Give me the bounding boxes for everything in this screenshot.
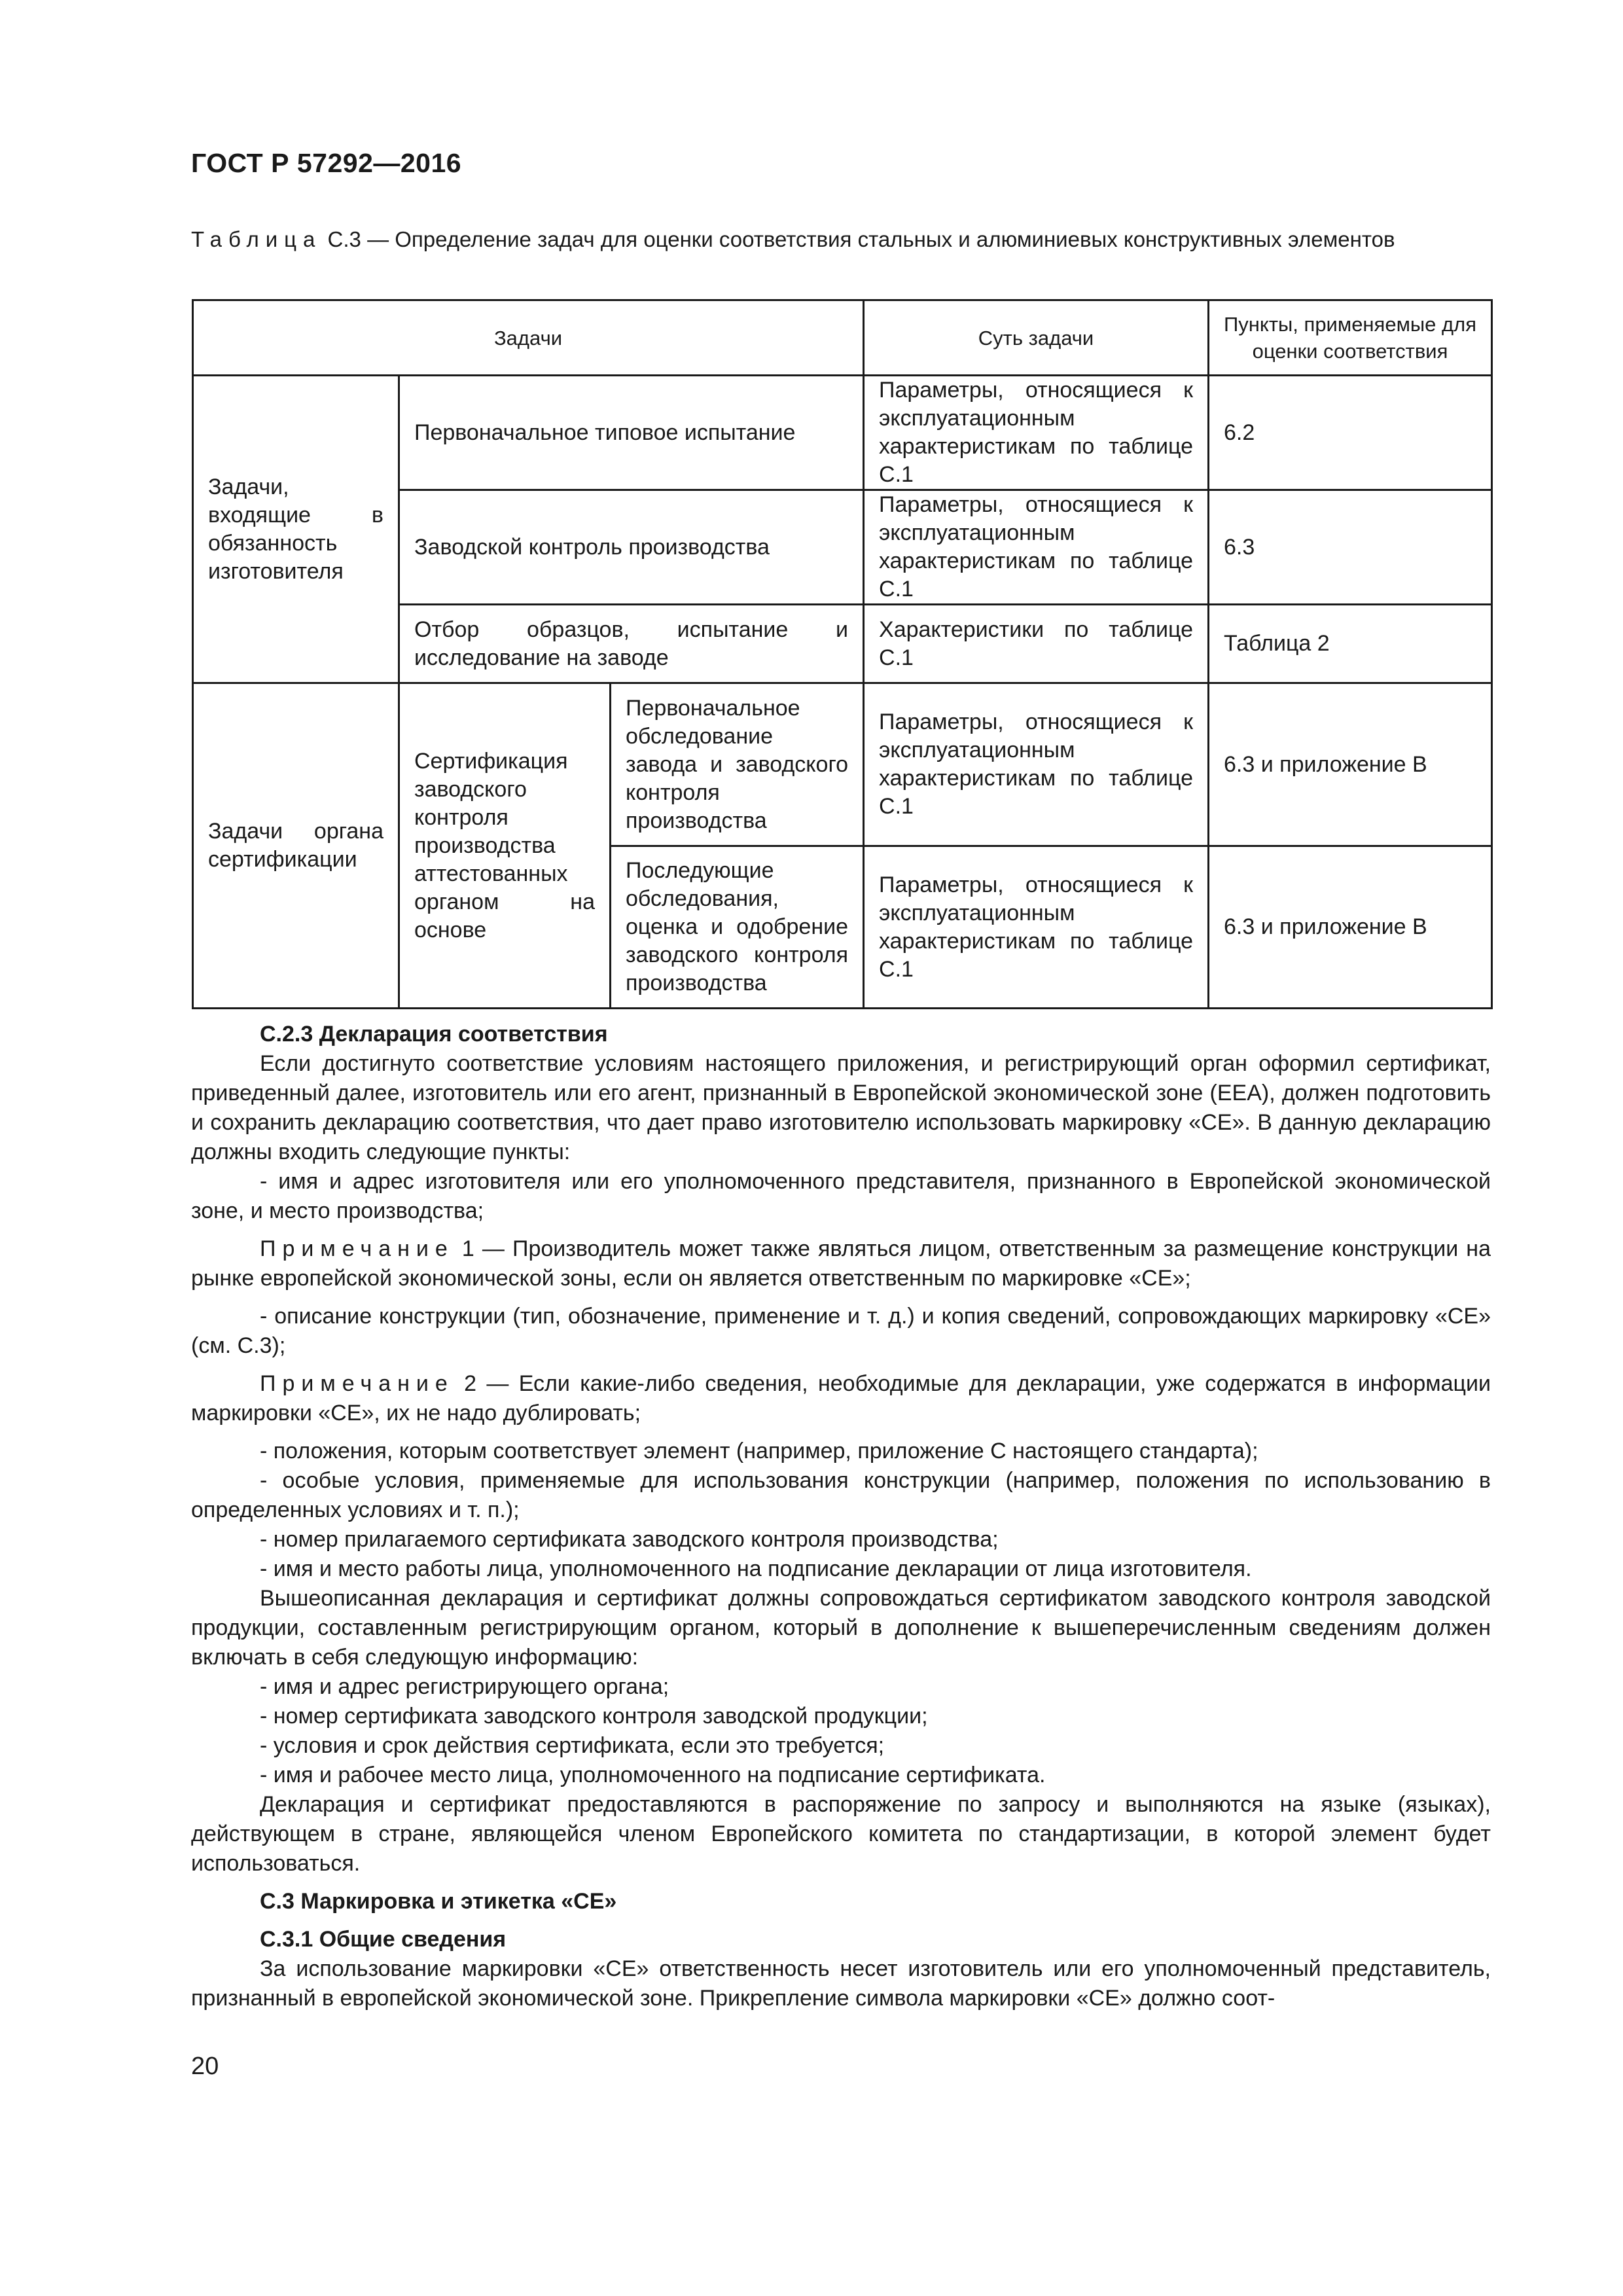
- list-item: - имя и место работы лица, уполномоченного на подписание декларации от лица изготовителя.: [260, 1556, 1252, 1581]
- header-clauses: Пункты, применяемые для оценки соответствия: [1209, 300, 1492, 376]
- subsection-heading: С.3.1 Общие сведения: [260, 1927, 507, 1952]
- essence-cell: Характеристики по таблице С.1: [864, 605, 1209, 683]
- certification-sublabel: Сертификация заводского контроля производства аттестованных органом на основе: [399, 683, 611, 1009]
- task-cell: Первоначальное обследование завода и заводского контроля производства: [611, 683, 864, 846]
- header-essence: Суть задачи: [864, 300, 1209, 376]
- list-item: - условия и срок действия сертификата, если это требуется;: [260, 1733, 885, 1758]
- list-item: - положения, которым соответствует элемент (например, приложение С настоящего стандарта);: [260, 1439, 1258, 1463]
- essence-cell: Параметры, относящиеся к эксплуатационным характеристикам по таблице С.1: [864, 846, 1209, 1009]
- task-cell: Первоначальное типовое испытание: [399, 376, 864, 490]
- header-tasks: Задачи: [193, 300, 864, 376]
- table-caption: [191, 225, 1491, 254]
- essence-cell: Параметры, относящиеся к эксплуатационным характеристикам по таблице С.1: [864, 376, 1209, 490]
- list-item: - описание конструкции (тип, обозначение, применение и т. д.) и копия сведений, сопровождающих маркировку «СЕ» (см. С.3);: [191, 1304, 1491, 1358]
- list-item: - номер сертификата заводского контроля заводской продукции;: [260, 1704, 928, 1729]
- note-text: 1 — Производитель может также являться лицом, ответственным за размещение конструкции на рынке европейской экономической зоны, если он является ответственным по маркировке «СЕ»;: [191, 1236, 1491, 1291]
- group-certification-label: Задачи органа сертификации: [193, 683, 399, 1009]
- list-item: - имя и рабочее место лица, уполномоченного на подписание сертификата.: [260, 1763, 1046, 1787]
- clause-cell: Таблица 2: [1209, 605, 1492, 683]
- list-item: - особые условия, применяемые для использования конструкции (например, положения по использованию в определенных условиях и т. п.);: [191, 1468, 1491, 1522]
- paragraph: Вышеописанная декларация и сертификат должны сопровождаться сертификатом заводского контроля заводской продукции, составленным регистрирующим органом, который в дополнение к вышеперечисленным сведениям должен включать в себя следующую информацию:: [191, 1586, 1491, 1670]
- section-c23: [191, 1020, 1491, 2013]
- table-row: [193, 376, 1492, 490]
- section-heading: С.2.3 Декларация соответствия: [260, 1022, 608, 1047]
- section-heading: С.3 Маркировка и этикетка «СЕ»: [260, 1889, 617, 1914]
- note-text: 2 — Если какие-либо сведения, необходимые для декларации, уже содержатся в информации маркировки «СЕ», их не надо дублировать;: [191, 1371, 1491, 1426]
- assessment-tasks-table: [192, 299, 1493, 1009]
- paragraph: Если достигнуто соответствие условиям настоящего приложения, и регистрирующий орган оформил сертификат, приведенный далее, изготовитель или его агент, признанный в Европейской экономической зоне (ЕЕА), должен подготовить и сохранить декларацию соответствия, что дает право изготовителю использовать маркировку «СЕ». В данную декларацию должны входить следующие пункты:: [191, 1051, 1491, 1164]
- task-cell: Последующие обследования, оценка и одобрение заводского контроля производства: [611, 846, 864, 1009]
- clause-cell: 6.3: [1209, 490, 1492, 605]
- list-item: - имя и адрес регистрирующего органа;: [260, 1674, 669, 1699]
- document-code: ГОСТ Р 57292—2016: [191, 148, 462, 178]
- clause-cell: 6.2: [1209, 376, 1492, 490]
- group-manufacturer-label: Задачи, входящие в обязанность изготовителя: [193, 376, 399, 683]
- clause-cell: 6.3 и приложение В: [1209, 846, 1492, 1009]
- essence-cell: Параметры, относящиеся к эксплуатационным характеристикам по таблице С.1: [864, 490, 1209, 605]
- note-label: Примечание: [260, 1371, 454, 1396]
- task-cell: Отбор образцов, испытание и исследование на заводе: [399, 605, 864, 683]
- table-caption-text: С.3 — Определение задач для оценки соответствия стальных и алюминиевых конструктивных элементов: [321, 227, 1395, 251]
- list-item: - номер прилагаемого сертификата заводского контроля производства;: [260, 1527, 999, 1552]
- note-label: Примечание: [260, 1236, 454, 1261]
- note: [191, 1369, 1491, 1428]
- table-row: [193, 683, 1492, 846]
- page-number: 20: [191, 2053, 219, 2080]
- list-item: - имя и адрес изготовителя или его уполномоченного представителя, признанного в Европейской экономической зоне, и место производства;: [191, 1169, 1491, 1223]
- note: [191, 1234, 1491, 1293]
- essence-cell: Параметры, относящиеся к эксплуатационным характеристикам по таблице С.1: [864, 683, 1209, 846]
- paragraph: Декларация и сертификат предоставляются в распоряжение по запросу и выполняются на языке (языках), действующем в стране, являющейся членом Европейского комитета по стандартизации, в которой элемент будет использоваться.: [191, 1792, 1491, 1876]
- table-header-row: [193, 300, 1492, 376]
- table-caption-label: Таблица: [191, 227, 322, 251]
- paragraph: За использование маркировки «СЕ» ответственность несет изготовитель или его уполномоченный представитель, признанный в европейской экономической зоне. Прикрепление символа маркировки «СЕ» должно соот-: [191, 1956, 1491, 2011]
- clause-cell: 6.3 и приложение В: [1209, 683, 1492, 846]
- task-cell: Заводской контроль производства: [399, 490, 864, 605]
